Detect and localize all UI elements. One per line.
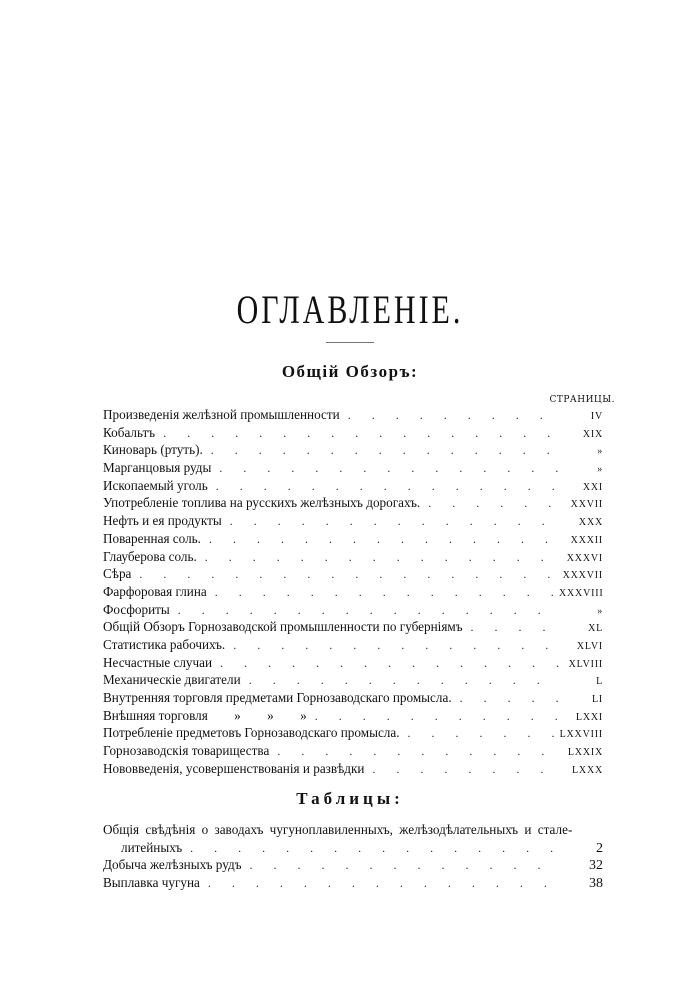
dot-leader	[225, 637, 559, 655]
toc-entry-title: Произведенія желѣзной промышленности	[103, 407, 340, 422]
toc-entry-page: 2	[596, 840, 603, 856]
dot-leader	[400, 725, 559, 743]
toc-entry	[103, 654, 603, 672]
dot-leader	[452, 690, 559, 708]
toc-entry	[103, 601, 603, 619]
toc-entry-title: литейныхъ	[121, 839, 183, 855]
toc-entry	[103, 494, 603, 512]
toc-entry-title: Ископаемый уголь	[103, 477, 208, 493]
toc-entry-page: LXXI	[575, 711, 603, 723]
toc-entry-title: Употребленіе топлива на русскихъ желѣзныхъ дорогахъ.	[103, 495, 421, 511]
toc-entry-page: »	[597, 446, 603, 458]
toc-entry-title: Кобальтъ	[103, 424, 156, 440]
dot-leader	[340, 407, 559, 425]
toc-tables-list	[103, 821, 603, 891]
toc-entry-page: XLVIII	[568, 658, 603, 670]
dot-leader	[197, 549, 559, 567]
dot-leader	[463, 619, 559, 637]
dot-leader	[131, 566, 559, 584]
toc-entry-page: XIX	[582, 428, 603, 440]
toc-entry	[103, 874, 603, 892]
dot-leader	[208, 478, 559, 496]
toc-entry-page: XXXII	[570, 534, 603, 546]
toc-entry-page: XLVI	[576, 640, 603, 652]
toc-general-list	[103, 406, 603, 777]
toc-entry-page: L	[596, 676, 603, 688]
toc-entry-title: Фосфориты	[103, 601, 170, 617]
toc-entry-title: Выплавка чугуна	[103, 874, 200, 890]
toc-entry	[103, 583, 603, 601]
toc-entry-title: Нововведенія, усовершенствованія и развѣдки	[103, 760, 365, 776]
toc-entry-title: Поваренная соль.	[103, 530, 201, 546]
toc-entry	[103, 565, 603, 583]
toc-entry-title: Фарфоровая глина	[103, 583, 207, 599]
dot-leader	[242, 857, 559, 875]
toc-entry-page: XL	[588, 623, 603, 635]
dot-leader	[155, 425, 559, 443]
toc-entry-title: Глауберова соль.	[103, 548, 197, 564]
toc-entry	[103, 530, 603, 548]
toc-entry-page: XXXVIII	[559, 587, 604, 599]
toc-entry-title: Несчастные случаи	[103, 654, 213, 670]
page-title: ОГЛАВЛЕНІЕ.	[236, 288, 464, 333]
dot-leader	[203, 442, 559, 460]
toc-entry-title: Нефть и ея продукты	[103, 513, 222, 529]
toc-entry	[103, 689, 603, 707]
toc-entry	[103, 459, 603, 477]
toc-entry-page: XXVII	[570, 499, 603, 511]
toc-entry	[103, 760, 603, 778]
toc-entry	[103, 839, 603, 857]
toc-entry	[103, 406, 603, 424]
toc-entry	[103, 548, 603, 566]
toc-entry-page: LXXIX	[567, 747, 603, 759]
toc-entry-page: »	[597, 605, 603, 617]
toc-entry-title-line1: Общія свѣдѣнія о заводахъ чугуноплавиленныхъ, желѣзодѣлательныхъ и стале-	[103, 822, 573, 837]
dot-leader	[222, 513, 559, 531]
toc-entry-title: Механическіе двигатели	[103, 672, 241, 688]
dot-leader	[212, 655, 559, 673]
toc-entry	[103, 512, 603, 530]
dot-leader	[182, 840, 559, 858]
toc-entry-title: Потребленіе предметовъ Горнозаводскаго промысла.	[103, 725, 400, 741]
dot-leader	[200, 875, 559, 893]
toc-entry	[103, 441, 603, 459]
toc-entry-page: XXXVI	[566, 552, 603, 564]
pages-column-label: СТРАНИЦЫ.	[549, 395, 615, 405]
toc-entry-title: Горнозаводскія товарищества	[103, 743, 270, 759]
dot-leader	[201, 531, 559, 549]
dot-leader	[364, 761, 559, 779]
toc-entry-page: 32	[589, 858, 603, 873]
toc-entry	[103, 707, 603, 725]
dot-leader	[170, 602, 559, 620]
toc-entry-title: Киноварь (ртуть).	[103, 442, 203, 458]
toc-entry-title: Добыча желѣзныхъ рудъ	[103, 857, 242, 872]
toc-entry-title: Статистика рабочихъ.	[103, 636, 226, 652]
toc-entry-title: Внутренняя торговля предметами Горнозаводскаго промысла.	[103, 690, 452, 705]
toc-entry-title: Общій Обзоръ Горнозаводской промышленности по губерніямъ	[103, 619, 463, 635]
section-heading-general: Общій Обзоръ:	[281, 362, 419, 381]
toc-entry-title: Марганцовыя руды	[103, 460, 212, 476]
toc-entry	[103, 618, 603, 636]
title-divider	[326, 342, 374, 343]
toc-entry	[103, 742, 603, 760]
toc-entry	[103, 671, 603, 689]
toc-entry-page: XXX	[578, 517, 603, 529]
toc-entry-page: XXI	[582, 481, 603, 493]
toc-entry-page: LXXX	[572, 764, 603, 776]
toc-entry-page: LXXVIII	[559, 729, 603, 741]
toc-entry	[103, 724, 603, 742]
toc-entry-page: LI	[591, 694, 603, 705]
dot-leader	[307, 708, 559, 726]
dot-leader	[269, 743, 559, 761]
toc-entry-page: IV	[590, 411, 603, 422]
toc-entry	[103, 424, 603, 442]
toc-entry-page: »	[597, 464, 603, 476]
dot-leader	[207, 584, 559, 602]
toc-entry-title: Внѣшняя торговля » » »	[103, 707, 307, 723]
dot-leader	[241, 672, 559, 690]
toc-entry-page: XXXVII	[562, 570, 603, 582]
dot-leader	[211, 460, 559, 478]
toc-entry	[103, 477, 603, 495]
dot-leader	[420, 495, 559, 513]
toc-entry	[103, 636, 603, 654]
toc-entry-title: Сѣра	[103, 566, 132, 582]
toc-entry-page: 38	[589, 875, 603, 891]
section-heading-tables: Таблицы:	[296, 789, 404, 808]
toc-entry	[103, 856, 603, 874]
